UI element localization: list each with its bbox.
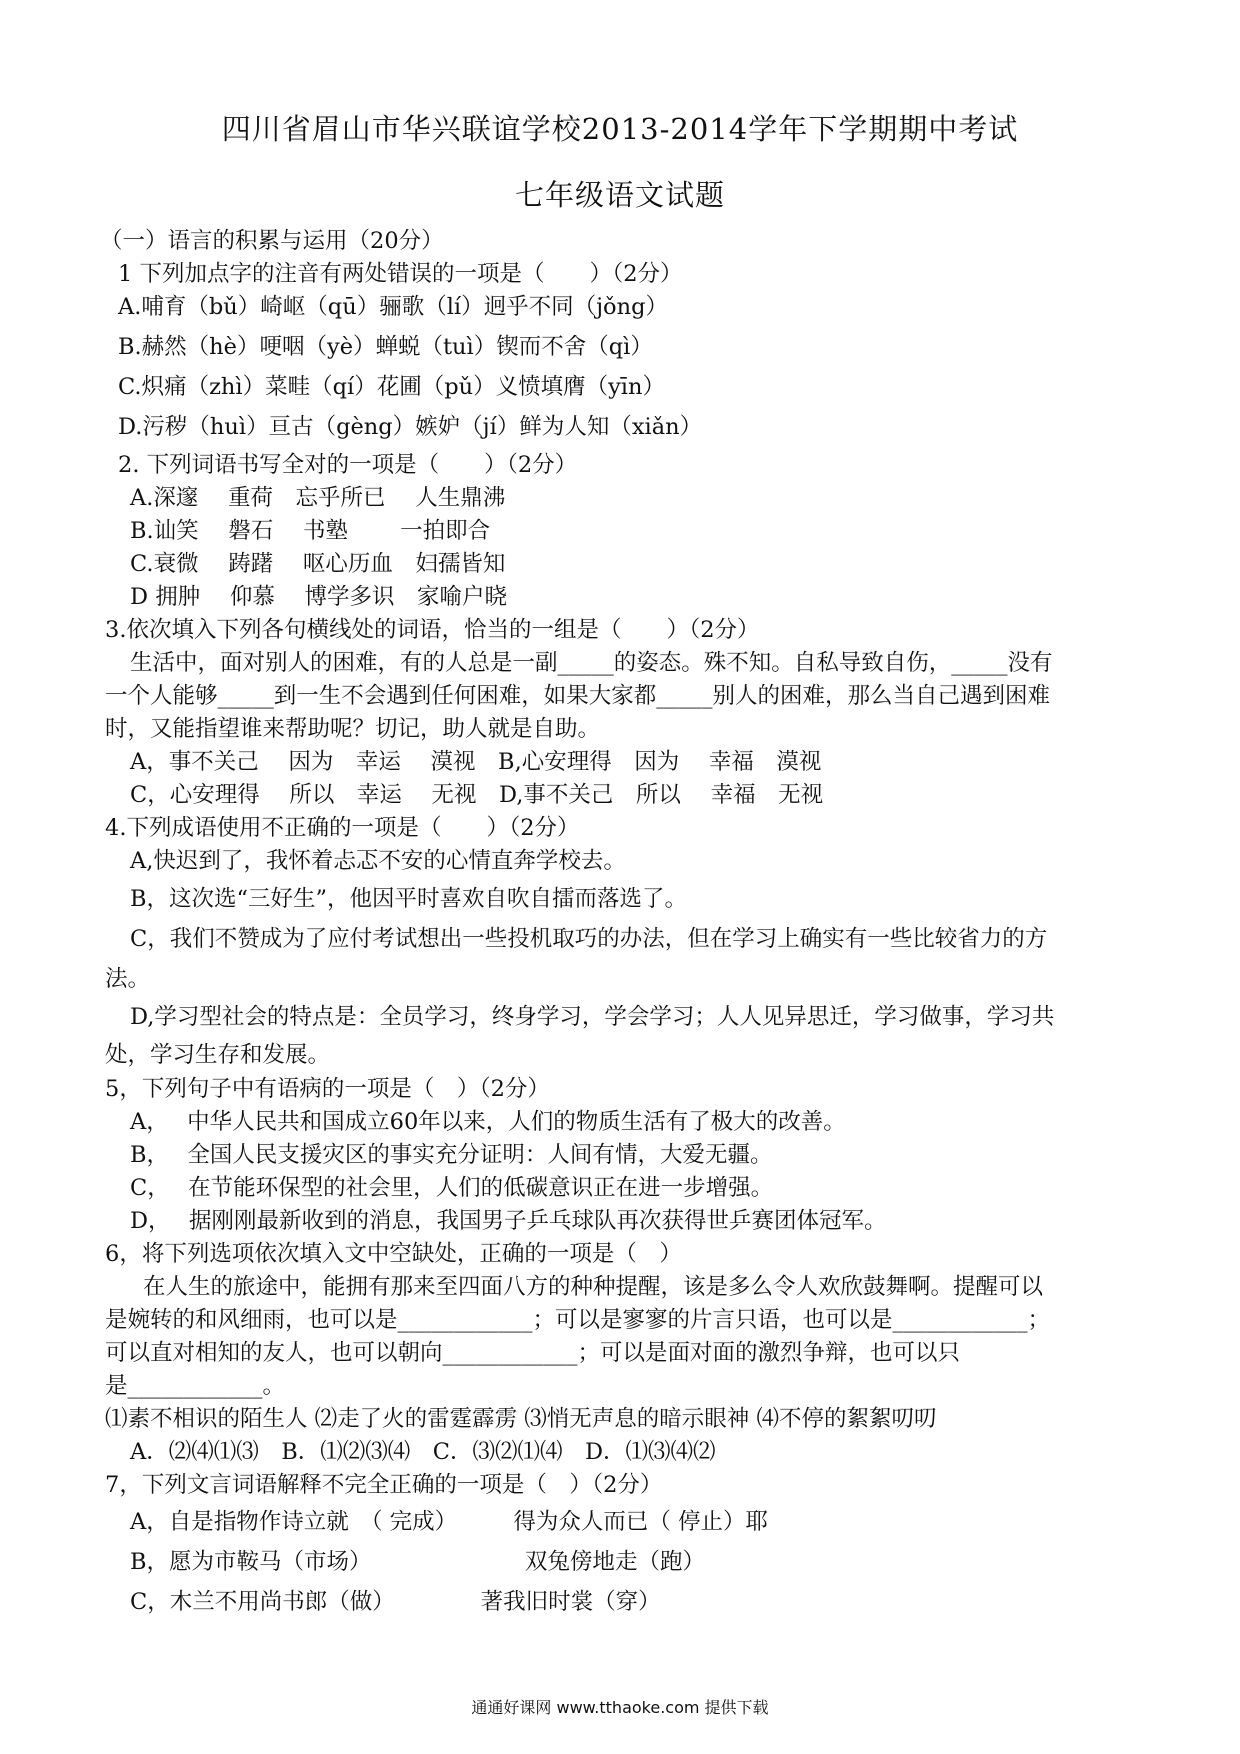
q2-option-c: C.衰微 踌躇 呕心历血 妇孺皆知 xyxy=(130,551,506,577)
q6-passage-line3: 可以直对相知的友人，也可以朝向____________；可以是面对面的激烈争辩，也可以只 xyxy=(105,1340,961,1366)
page-footer: 通通好课网 www.tthaoke.com 提供下载 xyxy=(471,1698,769,1717)
q2-stem: 2. 下列词语书写全对的一项是（ ）（2分） xyxy=(118,452,578,478)
q7-stem: 7，下列文言词语解释不完全正确的一项是（ ）（2分） xyxy=(105,1472,663,1498)
q7-option-c: C，木兰不用尚书郎（做） 著我旧时裳（穿） xyxy=(130,1589,661,1615)
q6-passage-line2: 是婉转的和风细雨，也可以是____________；可以是寥寥的片言只语，也可以是____________； xyxy=(105,1307,1051,1333)
q5-option-d: D， 据刚刚最新收到的消息，我国男子乒乓球队再次获得世乒赛团体冠军。 xyxy=(130,1208,887,1234)
q3-stem: 3.依次填入下列各句横线处的词语，恰当的一组是（ ）（2分） xyxy=(105,617,760,643)
q6-items: ⑴素不相识的陌生人 ⑵走了火的雷霆霹雳 ⑶悄无声息的暗示眼神 ⑷不停的絮絮叨叨 xyxy=(105,1406,937,1432)
q4-option-a: A,快迟到了，我怀着忐忑不安的心情直奔学校去。 xyxy=(130,848,626,874)
q1-option-d: D.污秽（huì）亘古（gèng）嫉妒（jí）鲜为人知（xiǎn） xyxy=(118,414,703,440)
q1-option-a: A.哺育（bǔ）崎岖（qū）骊歌（lí）迥乎不同（jǒng） xyxy=(118,294,668,320)
q1-option-b: B.赫然（hè）哽咽（yè）蝉蜕（tuì）锲而不舍（qì） xyxy=(118,334,653,360)
q6-stem: 6，将下列选项依次填入文中空缺处，正确的一项是（ ） xyxy=(105,1241,682,1267)
q2-option-b: B.讪笑 磐石 书塾 一拍即合 xyxy=(130,518,491,544)
page-title: 四川省眉山市华兴联谊学校2013-2014学年下学期期中考试 xyxy=(221,112,1019,146)
q7-option-b: B，愿为市鞍马（市场） 双兔傍地走（跑） xyxy=(130,1549,705,1575)
q2-option-d: D 拥肿 仰慕 博学多识 家喻户晓 xyxy=(130,584,507,610)
q6-options: A．⑵⑷⑴⑶ B．⑴⑵⑶⑷ C．⑶⑵⑴⑷ D．⑴⑶⑷⑵ xyxy=(130,1439,716,1465)
q3-passage-line3: 时，又能指望谁来帮助呢？切记，助人就是自助。 xyxy=(105,716,601,742)
q3-passage-line1: 生活中，面对别人的困难，有的人总是一副_____的姿态。殊不知。自私导致自伤，_____没有 xyxy=(130,650,1053,676)
q3-passage-line2: 一个人能够_____到一生不会遇到任何困难，如果大家都_____别人的困难，那么当自己遇到困难 xyxy=(105,683,1051,709)
q4-option-d-line1: D,学习型社会的特点是：全员学习，终身学习，学会学习；人人见异思迁，学习做事，学习共 xyxy=(130,1004,1055,1030)
q4-option-b: B，这次选“三好生”，他因平时喜欢自吹自擂而落选了。 xyxy=(130,886,688,912)
q4-option-c-line1: C，我们不赞成为了应付考试想出一些投机取巧的办法，但在学习上确实有一些比较省力的方 xyxy=(130,926,1048,952)
section-heading: （一）语言的积累与运用（20分） xyxy=(100,228,444,254)
q5-option-a: A， 中华人民共和国成立60年以来，人们的物质生活有了极大的改善。 xyxy=(130,1109,846,1135)
q1-option-c: C.炽痛（zhì）菜畦（qí）花圃（pǔ）义愤填膺（yīn） xyxy=(118,374,665,400)
q5-option-c: C， 在节能环保型的社会里，人们的低碳意识正在进一步增强。 xyxy=(130,1175,774,1201)
q3-options-line1: A，事不关己 因为 幸运 漠视 B,心安理得 因为 幸福 漠视 xyxy=(130,749,822,775)
q4-option-c-line2: 法。 xyxy=(105,966,151,992)
q4-stem: 4.下列成语使用不正确的一项是（ ）（2分） xyxy=(105,815,580,841)
q2-option-a: A.深邃 重荷 忘乎所已 人生鼎沸 xyxy=(130,485,506,511)
q5-option-b: B， 全国人民支援灾区的事实充分证明：人间有情，大爱无疆。 xyxy=(130,1142,773,1168)
q7-option-a: A，自是指物作诗立就 （ 完成） 得为众人而已（ 停止）耶 xyxy=(130,1509,769,1535)
q6-passage-line4: 是____________。 xyxy=(105,1373,286,1399)
q3-options-line2: C，心安理得 所以 幸运 无视 D,事不关己 所以 幸福 无视 xyxy=(130,782,824,808)
q6-passage-line1: 在人生的旅途中，能拥有那来至四面八方的种种提醒，该是多么令人欢欣鼓舞啊。提醒可以 xyxy=(143,1274,1044,1300)
q1-stem: 1 下列加点字的注音有两处错误的一项是（ ）（2分） xyxy=(118,261,683,287)
q4-option-d-line2: 处，学习生存和发展。 xyxy=(105,1042,331,1068)
page-subtitle: 七年级语文试题 xyxy=(514,178,725,212)
q5-stem: 5，下列句子中有语病的一项是（ ）（2分） xyxy=(105,1076,550,1102)
